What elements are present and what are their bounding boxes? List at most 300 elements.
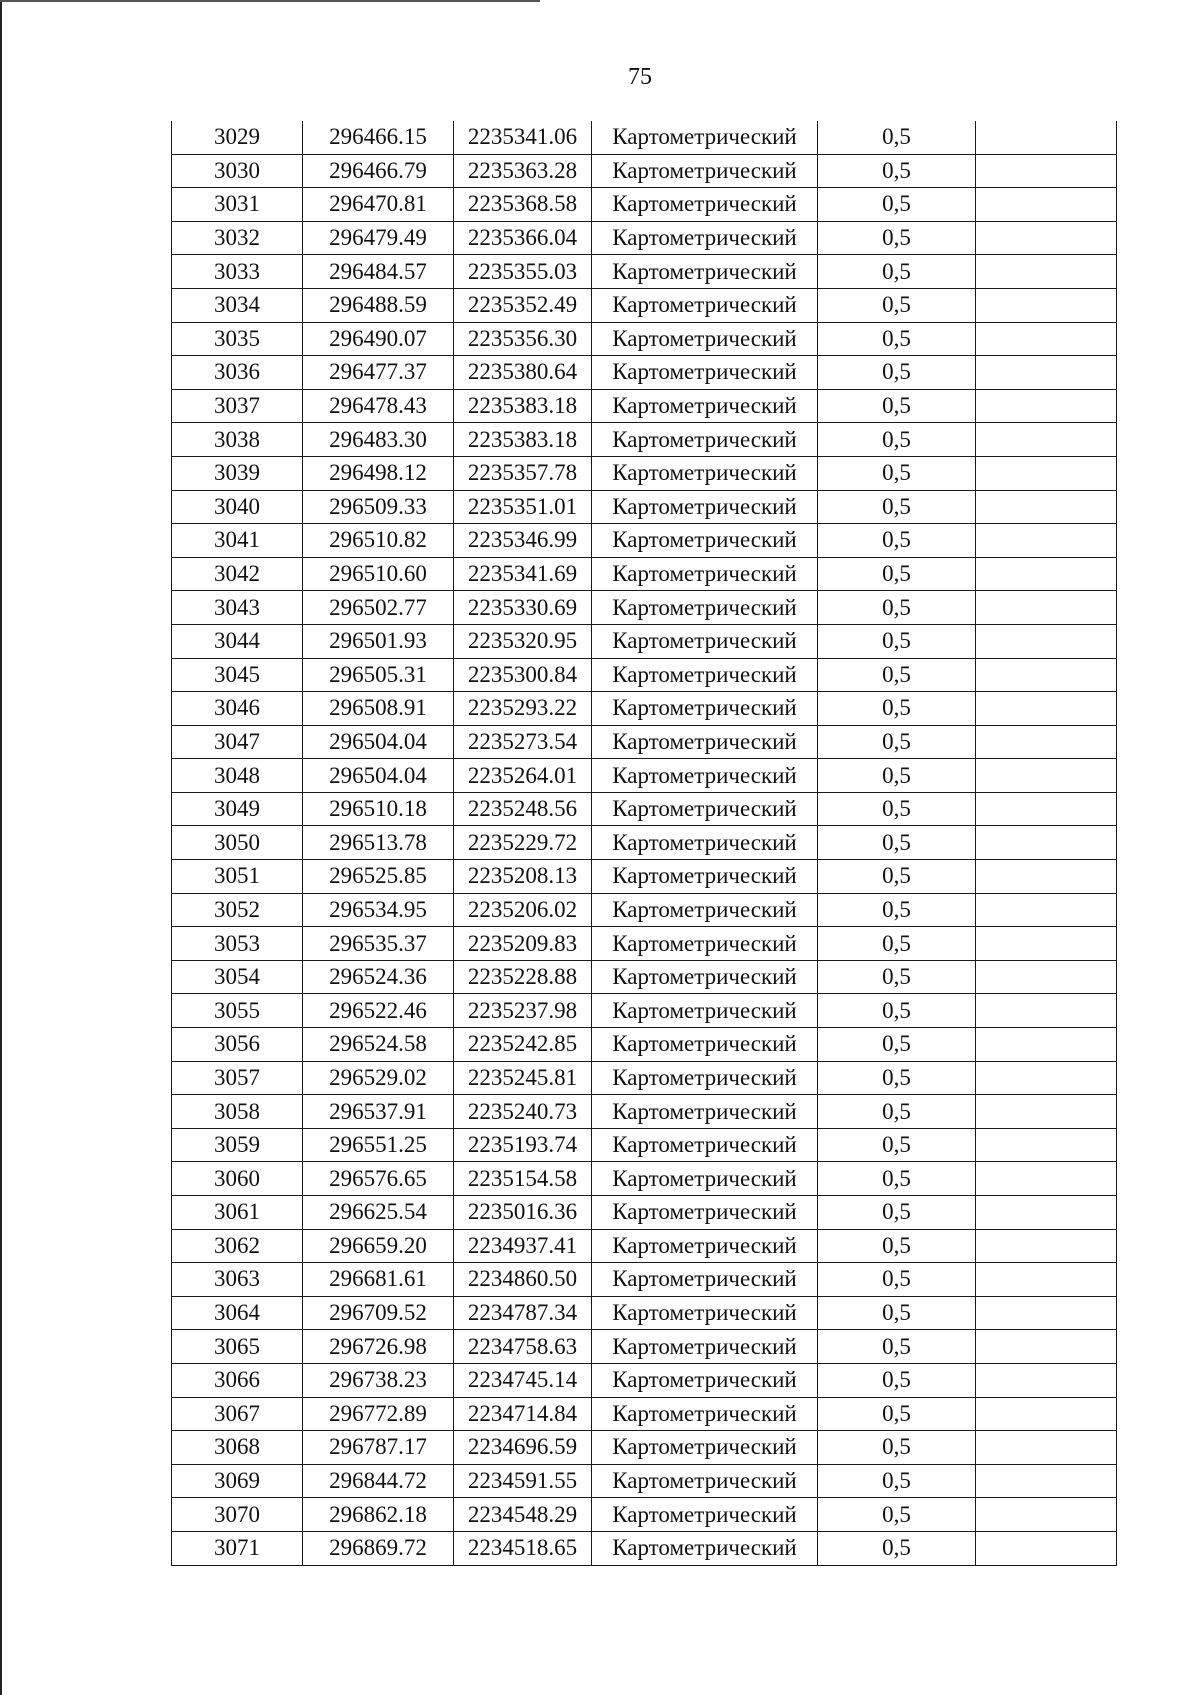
- method-cell: Картометрический: [592, 1330, 818, 1364]
- point-number-cell: 3071: [172, 1531, 303, 1565]
- table-row: [172, 1196, 1117, 1230]
- accuracy-cell: 0,5: [818, 860, 976, 894]
- point-number-cell: 3062: [172, 1229, 303, 1263]
- accuracy-cell: 0,5: [818, 1431, 976, 1465]
- method-cell: Картометрический: [592, 1363, 818, 1397]
- note-cell: [976, 860, 1117, 894]
- method-cell: Картометрический: [592, 1397, 818, 1431]
- x-coordinate-cell: 296862.18: [303, 1498, 454, 1532]
- table-row: [172, 1431, 1117, 1465]
- x-coordinate-cell: 296510.60: [303, 557, 454, 591]
- point-number-cell: 3064: [172, 1296, 303, 1330]
- note-cell: [976, 893, 1117, 927]
- table-row: [172, 591, 1117, 625]
- x-coordinate-cell: 296483.30: [303, 423, 454, 457]
- x-coordinate-cell: 296681.61: [303, 1263, 454, 1297]
- point-number-cell: 3048: [172, 759, 303, 793]
- x-coordinate-cell: 296510.18: [303, 792, 454, 826]
- accuracy-cell: 0,5: [818, 1263, 976, 1297]
- point-number-cell: 3036: [172, 356, 303, 390]
- note-cell: [976, 591, 1117, 625]
- point-number-cell: 3060: [172, 1162, 303, 1196]
- accuracy-cell: 0,5: [818, 288, 976, 322]
- note-cell: [976, 1263, 1117, 1297]
- x-coordinate-cell: 296466.15: [303, 121, 454, 154]
- point-number-cell: 3070: [172, 1498, 303, 1532]
- point-number-cell: 3067: [172, 1397, 303, 1431]
- x-coordinate-cell: 296498.12: [303, 456, 454, 490]
- y-coordinate-cell: 2235300.84: [454, 658, 592, 692]
- y-coordinate-cell: 2235206.02: [454, 893, 592, 927]
- table-row: [172, 759, 1117, 793]
- x-coordinate-cell: 296844.72: [303, 1464, 454, 1498]
- y-coordinate-cell: 2235273.54: [454, 725, 592, 759]
- y-coordinate-cell: 2234758.63: [454, 1330, 592, 1364]
- table-row: [172, 792, 1117, 826]
- table-row: [172, 1061, 1117, 1095]
- note-cell: [976, 1498, 1117, 1532]
- note-cell: [976, 1397, 1117, 1431]
- point-number-cell: 3042: [172, 557, 303, 591]
- note-cell: [976, 221, 1117, 255]
- table-row: [172, 524, 1117, 558]
- y-coordinate-cell: 2235245.81: [454, 1061, 592, 1095]
- table-row: [172, 1363, 1117, 1397]
- x-coordinate-cell: 296478.43: [303, 389, 454, 423]
- table-row: [172, 960, 1117, 994]
- table-row: [172, 557, 1117, 591]
- method-cell: Картометрический: [592, 255, 818, 289]
- point-number-cell: 3069: [172, 1464, 303, 1498]
- y-coordinate-cell: 2235355.03: [454, 255, 592, 289]
- table-row: [172, 1531, 1117, 1565]
- note-cell: [976, 322, 1117, 356]
- method-cell: Картометрический: [592, 994, 818, 1028]
- method-cell: Картометрический: [592, 1061, 818, 1095]
- table-row: [172, 1028, 1117, 1062]
- coordinates-table: [171, 121, 1117, 1566]
- point-number-cell: 3040: [172, 490, 303, 524]
- table-row: [172, 1397, 1117, 1431]
- y-coordinate-cell: 2235229.72: [454, 826, 592, 860]
- accuracy-cell: 0,5: [818, 826, 976, 860]
- table-row: [172, 322, 1117, 356]
- method-cell: Картометрический: [592, 221, 818, 255]
- method-cell: Картометрический: [592, 658, 818, 692]
- y-coordinate-cell: 2235346.99: [454, 524, 592, 558]
- accuracy-cell: 0,5: [818, 960, 976, 994]
- method-cell: Картометрический: [592, 1128, 818, 1162]
- note-cell: [976, 524, 1117, 558]
- y-coordinate-cell: 2235248.56: [454, 792, 592, 826]
- table-row: [172, 1095, 1117, 1129]
- x-coordinate-cell: 296504.04: [303, 759, 454, 793]
- note-cell: [976, 1196, 1117, 1230]
- accuracy-cell: 0,5: [818, 658, 976, 692]
- point-number-cell: 3056: [172, 1028, 303, 1062]
- accuracy-cell: 0,5: [818, 1464, 976, 1498]
- note-cell: [976, 389, 1117, 423]
- x-coordinate-cell: 296525.85: [303, 860, 454, 894]
- y-coordinate-cell: 2235242.85: [454, 1028, 592, 1062]
- method-cell: Картометрический: [592, 1531, 818, 1565]
- note-cell: [976, 1229, 1117, 1263]
- accuracy-cell: 0,5: [818, 624, 976, 658]
- method-cell: Картометрический: [592, 1431, 818, 1465]
- method-cell: Картометрический: [592, 1028, 818, 1062]
- accuracy-cell: 0,5: [818, 1095, 976, 1129]
- table-row: [172, 1229, 1117, 1263]
- x-coordinate-cell: 296484.57: [303, 255, 454, 289]
- x-coordinate-cell: 296787.17: [303, 1431, 454, 1465]
- note-cell: [976, 1363, 1117, 1397]
- x-coordinate-cell: 296501.93: [303, 624, 454, 658]
- accuracy-cell: 0,5: [818, 759, 976, 793]
- method-cell: Картометрический: [592, 1162, 818, 1196]
- method-cell: Картометрический: [592, 1498, 818, 1532]
- accuracy-cell: 0,5: [818, 893, 976, 927]
- table-row: [172, 1498, 1117, 1532]
- point-number-cell: 3050: [172, 826, 303, 860]
- x-coordinate-cell: 296524.36: [303, 960, 454, 994]
- note-cell: [976, 1028, 1117, 1062]
- accuracy-cell: 0,5: [818, 1531, 976, 1565]
- table-row: [172, 1128, 1117, 1162]
- point-number-cell: 3031: [172, 188, 303, 222]
- y-coordinate-cell: 2235264.01: [454, 759, 592, 793]
- point-number-cell: 3032: [172, 221, 303, 255]
- x-coordinate-cell: 296513.78: [303, 826, 454, 860]
- y-coordinate-cell: 2235351.01: [454, 490, 592, 524]
- note-cell: [976, 1162, 1117, 1196]
- table-row: [172, 121, 1117, 154]
- accuracy-cell: 0,5: [818, 1196, 976, 1230]
- accuracy-cell: 0,5: [818, 725, 976, 759]
- x-coordinate-cell: 296709.52: [303, 1296, 454, 1330]
- note-cell: [976, 288, 1117, 322]
- table-row: [172, 658, 1117, 692]
- method-cell: Картометрический: [592, 927, 818, 961]
- page-scan-border-top: [0, 0, 540, 2]
- note-cell: [976, 725, 1117, 759]
- y-coordinate-cell: 2235366.04: [454, 221, 592, 255]
- accuracy-cell: 0,5: [818, 1296, 976, 1330]
- table-row: [172, 389, 1117, 423]
- y-coordinate-cell: 2235357.78: [454, 456, 592, 490]
- accuracy-cell: 0,5: [818, 1061, 976, 1095]
- y-coordinate-cell: 2234860.50: [454, 1263, 592, 1297]
- method-cell: Картометрический: [592, 524, 818, 558]
- note-cell: [976, 692, 1117, 726]
- table-row: [172, 893, 1117, 927]
- note-cell: [976, 826, 1117, 860]
- y-coordinate-cell: 2234548.29: [454, 1498, 592, 1532]
- point-number-cell: 3047: [172, 725, 303, 759]
- point-number-cell: 3043: [172, 591, 303, 625]
- accuracy-cell: 0,5: [818, 1229, 976, 1263]
- y-coordinate-cell: 2235154.58: [454, 1162, 592, 1196]
- x-coordinate-cell: 296477.37: [303, 356, 454, 390]
- y-coordinate-cell: 2235341.06: [454, 121, 592, 154]
- y-coordinate-cell: 2235237.98: [454, 994, 592, 1028]
- note-cell: [976, 792, 1117, 826]
- point-number-cell: 3057: [172, 1061, 303, 1095]
- table-row: [172, 1296, 1117, 1330]
- y-coordinate-cell: 2234787.34: [454, 1296, 592, 1330]
- x-coordinate-cell: 296537.91: [303, 1095, 454, 1129]
- note-cell: [976, 759, 1117, 793]
- table-row: [172, 826, 1117, 860]
- point-number-cell: 3035: [172, 322, 303, 356]
- method-cell: Картометрический: [592, 591, 818, 625]
- table-row: [172, 725, 1117, 759]
- x-coordinate-cell: 296510.82: [303, 524, 454, 558]
- x-coordinate-cell: 296524.58: [303, 1028, 454, 1062]
- note-cell: [976, 994, 1117, 1028]
- x-coordinate-cell: 296625.54: [303, 1196, 454, 1230]
- point-number-cell: 3052: [172, 893, 303, 927]
- x-coordinate-cell: 296505.31: [303, 658, 454, 692]
- note-cell: [976, 1296, 1117, 1330]
- point-number-cell: 3066: [172, 1363, 303, 1397]
- accuracy-cell: 0,5: [818, 1330, 976, 1364]
- x-coordinate-cell: 296726.98: [303, 1330, 454, 1364]
- accuracy-cell: 0,5: [818, 792, 976, 826]
- y-coordinate-cell: 2235240.73: [454, 1095, 592, 1129]
- x-coordinate-cell: 296490.07: [303, 322, 454, 356]
- page-number: 75: [628, 64, 652, 90]
- x-coordinate-cell: 296659.20: [303, 1229, 454, 1263]
- table-row: [172, 692, 1117, 726]
- y-coordinate-cell: 2234518.65: [454, 1531, 592, 1565]
- note-cell: [976, 356, 1117, 390]
- table-row: [172, 624, 1117, 658]
- accuracy-cell: 0,5: [818, 591, 976, 625]
- point-number-cell: 3029: [172, 121, 303, 154]
- x-coordinate-cell: 296738.23: [303, 1363, 454, 1397]
- y-coordinate-cell: 2235208.13: [454, 860, 592, 894]
- coordinates-table-body: [172, 121, 1117, 1565]
- point-number-cell: 3058: [172, 1095, 303, 1129]
- x-coordinate-cell: 296502.77: [303, 591, 454, 625]
- point-number-cell: 3034: [172, 288, 303, 322]
- method-cell: Картометрический: [592, 1263, 818, 1297]
- accuracy-cell: 0,5: [818, 389, 976, 423]
- y-coordinate-cell: 2235368.58: [454, 188, 592, 222]
- x-coordinate-cell: 296535.37: [303, 927, 454, 961]
- x-coordinate-cell: 296488.59: [303, 288, 454, 322]
- method-cell: Картометрический: [592, 1095, 818, 1129]
- y-coordinate-cell: 2235209.83: [454, 927, 592, 961]
- method-cell: Картометрический: [592, 288, 818, 322]
- method-cell: Картометрический: [592, 154, 818, 188]
- accuracy-cell: 0,5: [818, 255, 976, 289]
- note-cell: [976, 658, 1117, 692]
- method-cell: Картометрический: [592, 1229, 818, 1263]
- coordinates-table-container: [171, 121, 1117, 1566]
- note-cell: [976, 557, 1117, 591]
- note-cell: [976, 121, 1117, 154]
- point-number-cell: 3033: [172, 255, 303, 289]
- y-coordinate-cell: 2235193.74: [454, 1128, 592, 1162]
- method-cell: Картометрический: [592, 692, 818, 726]
- point-number-cell: 3063: [172, 1263, 303, 1297]
- y-coordinate-cell: 2234591.55: [454, 1464, 592, 1498]
- point-number-cell: 3061: [172, 1196, 303, 1230]
- table-row: [172, 1330, 1117, 1364]
- method-cell: Картометрический: [592, 356, 818, 390]
- table-row: [172, 154, 1117, 188]
- note-cell: [976, 255, 1117, 289]
- x-coordinate-cell: 296529.02: [303, 1061, 454, 1095]
- y-coordinate-cell: 2235352.49: [454, 288, 592, 322]
- point-number-cell: 3039: [172, 456, 303, 490]
- y-coordinate-cell: 2235341.69: [454, 557, 592, 591]
- point-number-cell: 3055: [172, 994, 303, 1028]
- point-number-cell: 3051: [172, 860, 303, 894]
- method-cell: Картометрический: [592, 456, 818, 490]
- y-coordinate-cell: 2235228.88: [454, 960, 592, 994]
- table-row: [172, 490, 1117, 524]
- method-cell: Картометрический: [592, 1196, 818, 1230]
- note-cell: [976, 1531, 1117, 1565]
- note-cell: [976, 456, 1117, 490]
- y-coordinate-cell: 2235363.28: [454, 154, 592, 188]
- table-row: [172, 221, 1117, 255]
- x-coordinate-cell: 296576.65: [303, 1162, 454, 1196]
- accuracy-cell: 0,5: [818, 1397, 976, 1431]
- method-cell: Картометрический: [592, 423, 818, 457]
- method-cell: Картометрический: [592, 624, 818, 658]
- accuracy-cell: 0,5: [818, 1162, 976, 1196]
- y-coordinate-cell: 2235383.18: [454, 389, 592, 423]
- table-row: [172, 255, 1117, 289]
- x-coordinate-cell: 296479.49: [303, 221, 454, 255]
- accuracy-cell: 0,5: [818, 490, 976, 524]
- table-row: [172, 860, 1117, 894]
- y-coordinate-cell: 2235383.18: [454, 423, 592, 457]
- point-number-cell: 3044: [172, 624, 303, 658]
- method-cell: Картометрический: [592, 121, 818, 154]
- x-coordinate-cell: 296509.33: [303, 490, 454, 524]
- note-cell: [976, 188, 1117, 222]
- accuracy-cell: 0,5: [818, 1128, 976, 1162]
- table-row: [172, 356, 1117, 390]
- accuracy-cell: 0,5: [818, 994, 976, 1028]
- accuracy-cell: 0,5: [818, 188, 976, 222]
- note-cell: [976, 1330, 1117, 1364]
- table-row: [172, 456, 1117, 490]
- y-coordinate-cell: 2234937.41: [454, 1229, 592, 1263]
- x-coordinate-cell: 296772.89: [303, 1397, 454, 1431]
- table-row: [172, 994, 1117, 1028]
- accuracy-cell: 0,5: [818, 456, 976, 490]
- x-coordinate-cell: 296522.46: [303, 994, 454, 1028]
- note-cell: [976, 1128, 1117, 1162]
- accuracy-cell: 0,5: [818, 524, 976, 558]
- x-coordinate-cell: 296470.81: [303, 188, 454, 222]
- accuracy-cell: 0,5: [818, 692, 976, 726]
- accuracy-cell: 0,5: [818, 927, 976, 961]
- accuracy-cell: 0,5: [818, 1498, 976, 1532]
- point-number-cell: 3059: [172, 1128, 303, 1162]
- point-number-cell: 3041: [172, 524, 303, 558]
- x-coordinate-cell: 296534.95: [303, 893, 454, 927]
- table-row: [172, 423, 1117, 457]
- point-number-cell: 3065: [172, 1330, 303, 1364]
- x-coordinate-cell: 296551.25: [303, 1128, 454, 1162]
- method-cell: Картометрический: [592, 389, 818, 423]
- method-cell: Картометрический: [592, 322, 818, 356]
- method-cell: Картометрический: [592, 557, 818, 591]
- accuracy-cell: 0,5: [818, 322, 976, 356]
- accuracy-cell: 0,5: [818, 121, 976, 154]
- table-row: [172, 288, 1117, 322]
- point-number-cell: 3045: [172, 658, 303, 692]
- note-cell: [976, 154, 1117, 188]
- accuracy-cell: 0,5: [818, 356, 976, 390]
- note-cell: [976, 960, 1117, 994]
- method-cell: Картометрический: [592, 1464, 818, 1498]
- page-scan-border-left: [0, 0, 2, 1695]
- x-coordinate-cell: 296869.72: [303, 1531, 454, 1565]
- note-cell: [976, 1095, 1117, 1129]
- point-number-cell: 3049: [172, 792, 303, 826]
- table-row: [172, 1464, 1117, 1498]
- y-coordinate-cell: 2234696.59: [454, 1431, 592, 1465]
- x-coordinate-cell: 296466.79: [303, 154, 454, 188]
- table-row: [172, 1162, 1117, 1196]
- note-cell: [976, 1464, 1117, 1498]
- accuracy-cell: 0,5: [818, 221, 976, 255]
- y-coordinate-cell: 2234745.14: [454, 1363, 592, 1397]
- method-cell: Картометрический: [592, 490, 818, 524]
- method-cell: Картометрический: [592, 792, 818, 826]
- accuracy-cell: 0,5: [818, 423, 976, 457]
- method-cell: Картометрический: [592, 893, 818, 927]
- note-cell: [976, 490, 1117, 524]
- note-cell: [976, 927, 1117, 961]
- y-coordinate-cell: 2235356.30: [454, 322, 592, 356]
- method-cell: Картометрический: [592, 1296, 818, 1330]
- method-cell: Картометрический: [592, 759, 818, 793]
- method-cell: Картометрический: [592, 826, 818, 860]
- point-number-cell: 3037: [172, 389, 303, 423]
- point-number-cell: 3054: [172, 960, 303, 994]
- y-coordinate-cell: 2235016.36: [454, 1196, 592, 1230]
- method-cell: Картометрический: [592, 860, 818, 894]
- table-row: [172, 1263, 1117, 1297]
- note-cell: [976, 624, 1117, 658]
- x-coordinate-cell: 296508.91: [303, 692, 454, 726]
- accuracy-cell: 0,5: [818, 154, 976, 188]
- y-coordinate-cell: 2235380.64: [454, 356, 592, 390]
- point-number-cell: 3053: [172, 927, 303, 961]
- note-cell: [976, 423, 1117, 457]
- x-coordinate-cell: 296504.04: [303, 725, 454, 759]
- note-cell: [976, 1061, 1117, 1095]
- accuracy-cell: 0,5: [818, 557, 976, 591]
- point-number-cell: 3030: [172, 154, 303, 188]
- point-number-cell: 3046: [172, 692, 303, 726]
- y-coordinate-cell: 2234714.84: [454, 1397, 592, 1431]
- method-cell: Картометрический: [592, 188, 818, 222]
- accuracy-cell: 0,5: [818, 1028, 976, 1062]
- point-number-cell: 3068: [172, 1431, 303, 1465]
- accuracy-cell: 0,5: [818, 1363, 976, 1397]
- note-cell: [976, 1431, 1117, 1465]
- table-row: [172, 927, 1117, 961]
